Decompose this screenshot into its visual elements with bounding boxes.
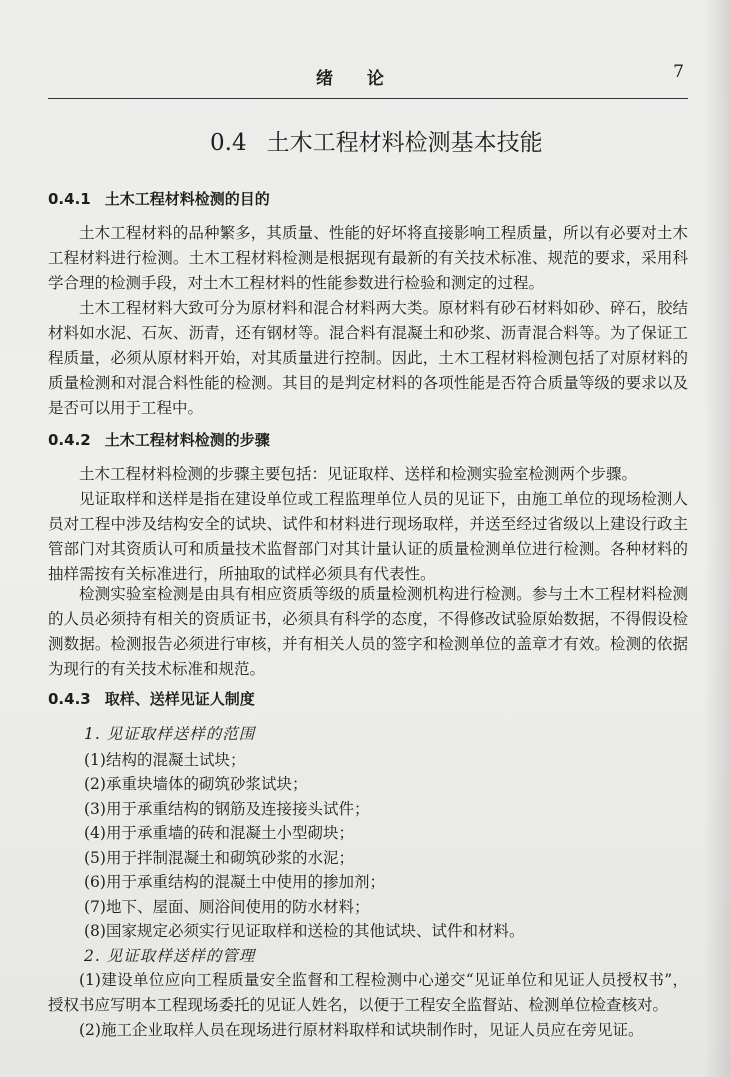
paragraph: 土木工程材料检测的步骤主要包括：见证取样、送样和检测实验室检测两个步骤。 xyxy=(79,465,638,483)
list-heading: 2. 见证取样送样的管理 xyxy=(84,947,256,965)
subsection-heading-1 xyxy=(48,188,270,209)
chapter-title: 绪 论 xyxy=(316,69,398,89)
subsection-heading-2 xyxy=(48,429,270,450)
page-edge-shadow xyxy=(704,0,730,1077)
subsection-heading-3 xyxy=(48,688,255,709)
list-item: (1)结构的混凝土试块； xyxy=(84,751,246,769)
list-item: (5)用于拌制混凝土和砌筑砂浆的水泥； xyxy=(84,849,354,867)
paragraph: 土木工程材料的品种繁多，其质量、性能的好坏将直接影响工程质量，所以有必要对土木工程材料进行检测。土木工程材料检测是根据现有最新的有关技术标准、规范的要求，采用科学合理的检测手段，对土木工程材料的性能参数进行检验和测定的过程。 xyxy=(48,224,688,292)
section-title: 土木工程材料检测基本技能 xyxy=(266,130,543,156)
section-number: 0.4 xyxy=(210,130,247,156)
list-item: (7)地下、屋面、厕浴间使用的防水材料； xyxy=(84,898,370,916)
subsection-title: 土木工程材料检测的目的 xyxy=(104,190,270,208)
paragraph: 见证取样和送样是指在建设单位或工程监理单位人员的见证下，由施工单位的现场检测人员对工程中涉及结构安全的试块、试件和材料进行现场取样，并送至经过省级以上建设行政主管部门对其资质认可和质量技术监督部门对其计量认证的质量检测单位进行检测。各种材料的抽样需按有关标准进行，所抽取的试样必须具有代表性。 xyxy=(48,490,688,583)
list-item: (8)国家规定必须实行见证取样和送检的其他试块、试件和材料。 xyxy=(84,922,525,940)
subsection-title: 取样、送样见证人制度 xyxy=(104,690,255,708)
subsection-title: 土木工程材料检测的步骤 xyxy=(104,431,270,449)
page-number: 7 xyxy=(673,62,684,82)
paragraph: (2)施工企业取样人员在现场进行原材料取样和试块制作时，见证人员应在旁见证。 xyxy=(79,1021,644,1039)
list-item: (2)承重块墙体的砌筑砂浆试块； xyxy=(84,775,308,793)
subsection-number: 0.4.2 xyxy=(48,431,91,449)
list-heading: 1. 见证取样送样的范围 xyxy=(84,725,256,743)
list-item: (3)用于承重结构的钢筋及连接接头试件； xyxy=(84,800,370,818)
subsection-number: 0.4.1 xyxy=(48,190,91,208)
paragraph: (1)建设单位应向工程质量安全监督和工程检测中心递交“见证单位和见证人员授权书”，授权书应写明本工程现场委托的见证人姓名，以便于工程安全监督站、检测单位检查核对。 xyxy=(48,971,688,1014)
running-header xyxy=(48,58,688,99)
paragraph: 土木工程材料大致可分为原材料和混合材料两大类。原材料有砂石材料如砂、碎石，胶结材料如水泥、石灰、沥青，还有钢材等。混合料有混凝土和砂浆、沥青混合料等。为了保证工程质量，必须从原材料开始，对其质量进行控制。因此，土木工程材料检测包括了对原材料的质量检测和对混合料性能的检测。其目的是判定材料的各项性能是否符合质量等级的要求以及是否可以用于工程中。 xyxy=(48,299,688,417)
section-heading xyxy=(210,124,543,157)
list-item: (4)用于承重墙的砖和混凝土小型砌块； xyxy=(84,824,354,842)
list-item: (6)用于承重结构的混凝土中使用的掺加剂； xyxy=(84,873,385,891)
paragraph: 检测实验室检测是由具有相应资质等级的质量检测机构进行检测。参与土木工程材料检测的人员必须持有相关的资质证书，必须具有科学的态度，不得修改试验原始数据，不得假设检测数据。检测报告必须进行审核，并有相关人员的签字和检测单位的盖章才有效。检测的依据为现行的有关技术标准和规范。 xyxy=(48,585,688,678)
subsection-number: 0.4.3 xyxy=(48,690,91,708)
